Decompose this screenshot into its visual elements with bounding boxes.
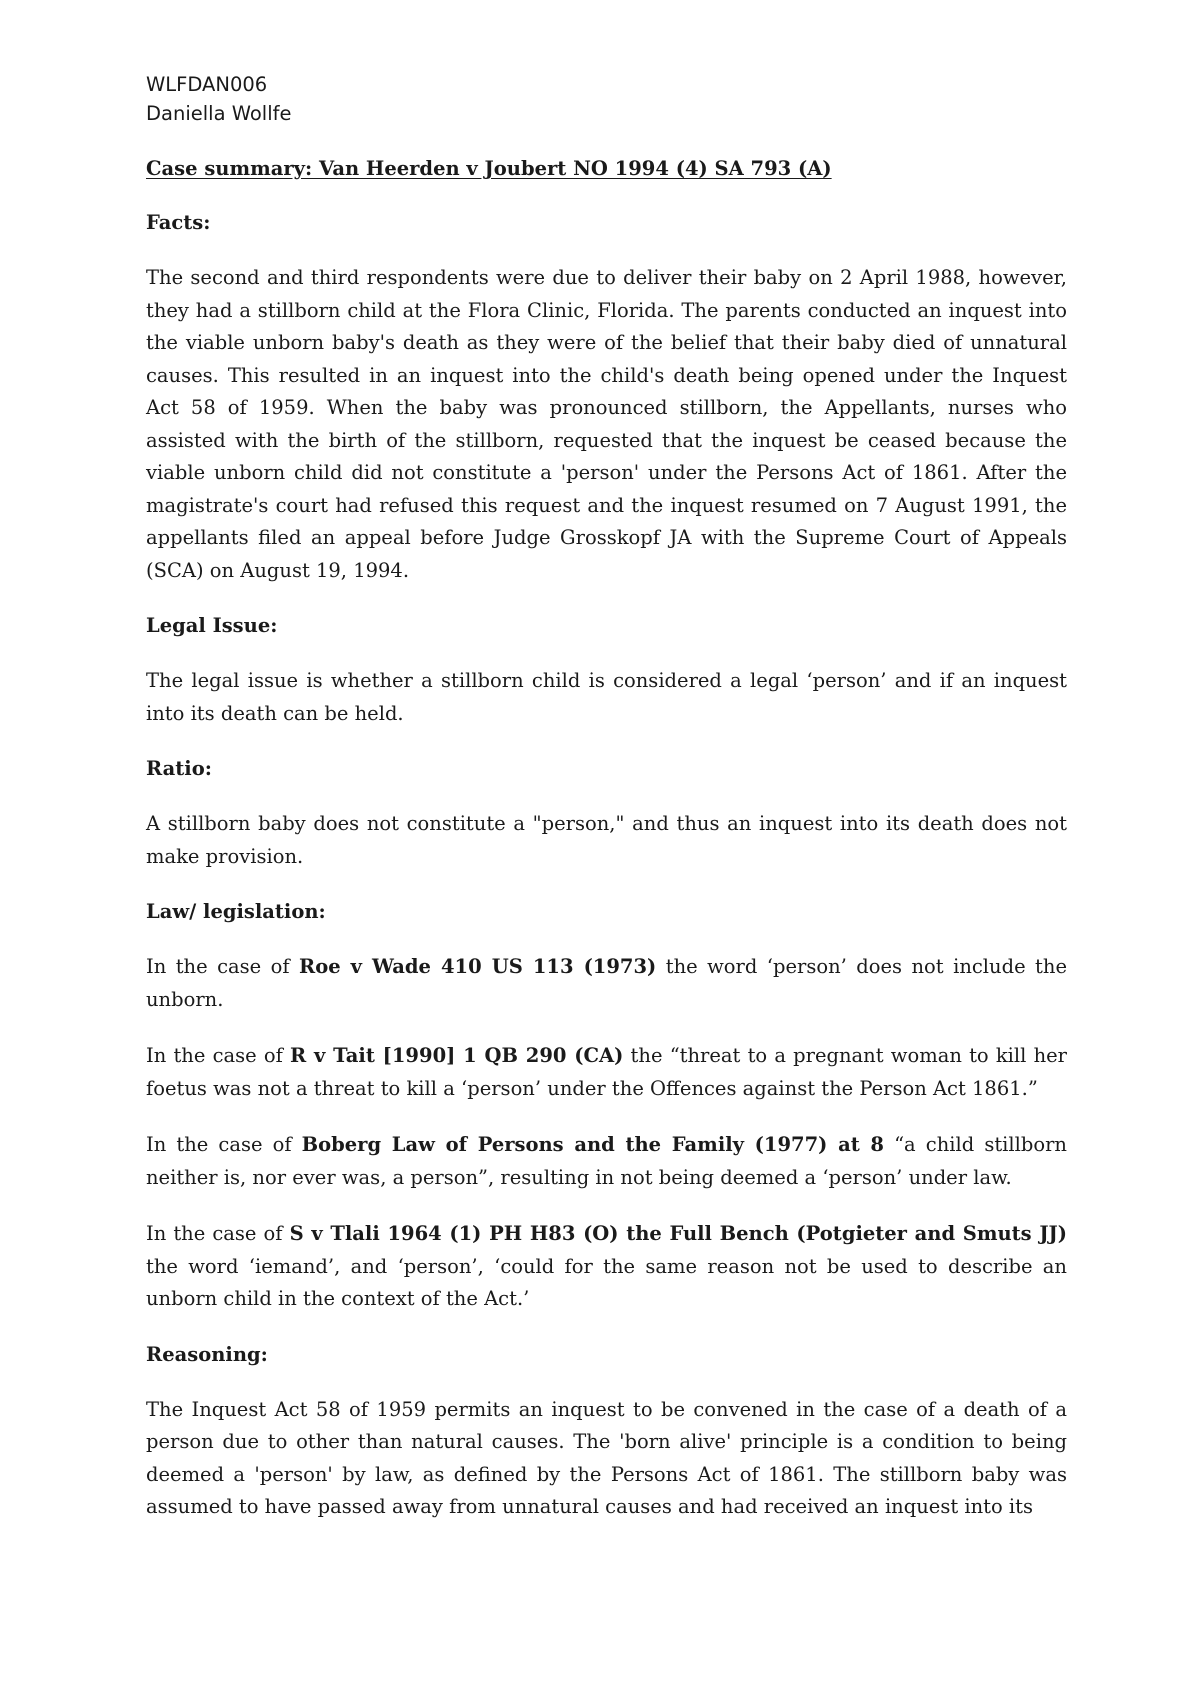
law-item-prefix: In the case of bbox=[146, 1222, 290, 1245]
law-item-text: the “threat to a pregnant woman to kill her foetus was not a threat to kill a ‘person’ under the Offences against the Person Act 1861.” bbox=[146, 1044, 1067, 1100]
facts-paragraph: The second and third respondents were due to deliver their baby on 2 April 1988, however, they had a stillborn child at the Flora Clinic, Florida. The parents conducted an inquest into the viable unborn baby's death as they were of the belief that their baby died of unnatural causes. This resulted in an inquest into the child's death being opened under the Inquest Act 58 of 1959. When the baby was pronounced stillborn, the Appellants, nurses who assisted with the birth of the stillborn, requested that the inquest be ceased because the viable unborn child did not constitute a 'person' under the Persons Act of 1861. After the magistrate's court had refused this request and the inquest resumed on 7 August 1991, the appellants filed an appeal before Judge Grosskopf JA with the Supreme Court of Appeals (SCA) on August 19, 1994. bbox=[146, 266, 1067, 582]
law-heading: Law/ legislation: bbox=[146, 900, 326, 923]
facts-heading: Facts: bbox=[146, 211, 211, 234]
student-number: WLFDAN006 bbox=[146, 73, 268, 96]
case-citation: S v Tlali 1964 (1) PH H83 (O) the Full Bench (Potgieter and Smuts JJ) bbox=[289, 1222, 1067, 1245]
law-item-s-v-tlali bbox=[146, 1218, 1067, 1316]
law-item-text: “a child stillborn neither is, nor ever was, a person”, resulting in not being deemed a ‘person’ under law. bbox=[146, 1133, 1067, 1189]
case-citation: R v Tait [1990] 1 QB 290 (CA) bbox=[290, 1044, 624, 1067]
law-item-text: the word ‘iemand’, and ‘person’, ‘could for the same reason not be used to describe an unborn child in the context of the Act.’ bbox=[146, 1254, 1067, 1310]
case-citation: Boberg Law of Persons and the Family (1977) at 8 bbox=[301, 1133, 884, 1156]
law-item-boberg bbox=[146, 1129, 1067, 1194]
case-citation: Roe v Wade 410 US 113 (1973) bbox=[299, 955, 657, 978]
ratio-paragraph: A stillborn baby does not constitute a "person," and thus an inquest into its death does not make provision. bbox=[146, 812, 1067, 868]
legal-issue-heading: Legal Issue: bbox=[146, 614, 278, 637]
author-name: Daniella Wollfe bbox=[146, 102, 292, 125]
case-title: Case summary: Van Heerden v Joubert NO 1994 (4) SA 793 (A) bbox=[146, 157, 832, 180]
reasoning-heading: Reasoning: bbox=[146, 1342, 268, 1366]
ratio-heading: Ratio: bbox=[146, 757, 212, 780]
law-item-roe-v-wade bbox=[146, 951, 1067, 1016]
law-item-text: the word ‘person’ does not include the unborn. bbox=[146, 955, 1067, 1011]
legal-issue-paragraph: The legal issue is whether a stillborn child is considered a legal ‘person’ and if an inquest into its death can be held. bbox=[146, 669, 1067, 725]
law-item-prefix: In the case of bbox=[146, 1133, 302, 1156]
reasoning-paragraph: The Inquest Act 58 of 1959 permits an inquest to be convened in the case of a death of a person due to other than natural causes. The 'born alive' principle is a condition to being deemed a 'person' by law, as defined by the Persons Act of 1861. The stillborn baby was assumed to have passed away from unnatural causes and had received an inquest into its bbox=[146, 1397, 1067, 1518]
law-item-r-v-tait bbox=[146, 1040, 1067, 1105]
law-item-prefix: In the case of bbox=[146, 955, 300, 978]
law-item-prefix: In the case of bbox=[146, 1044, 291, 1067]
